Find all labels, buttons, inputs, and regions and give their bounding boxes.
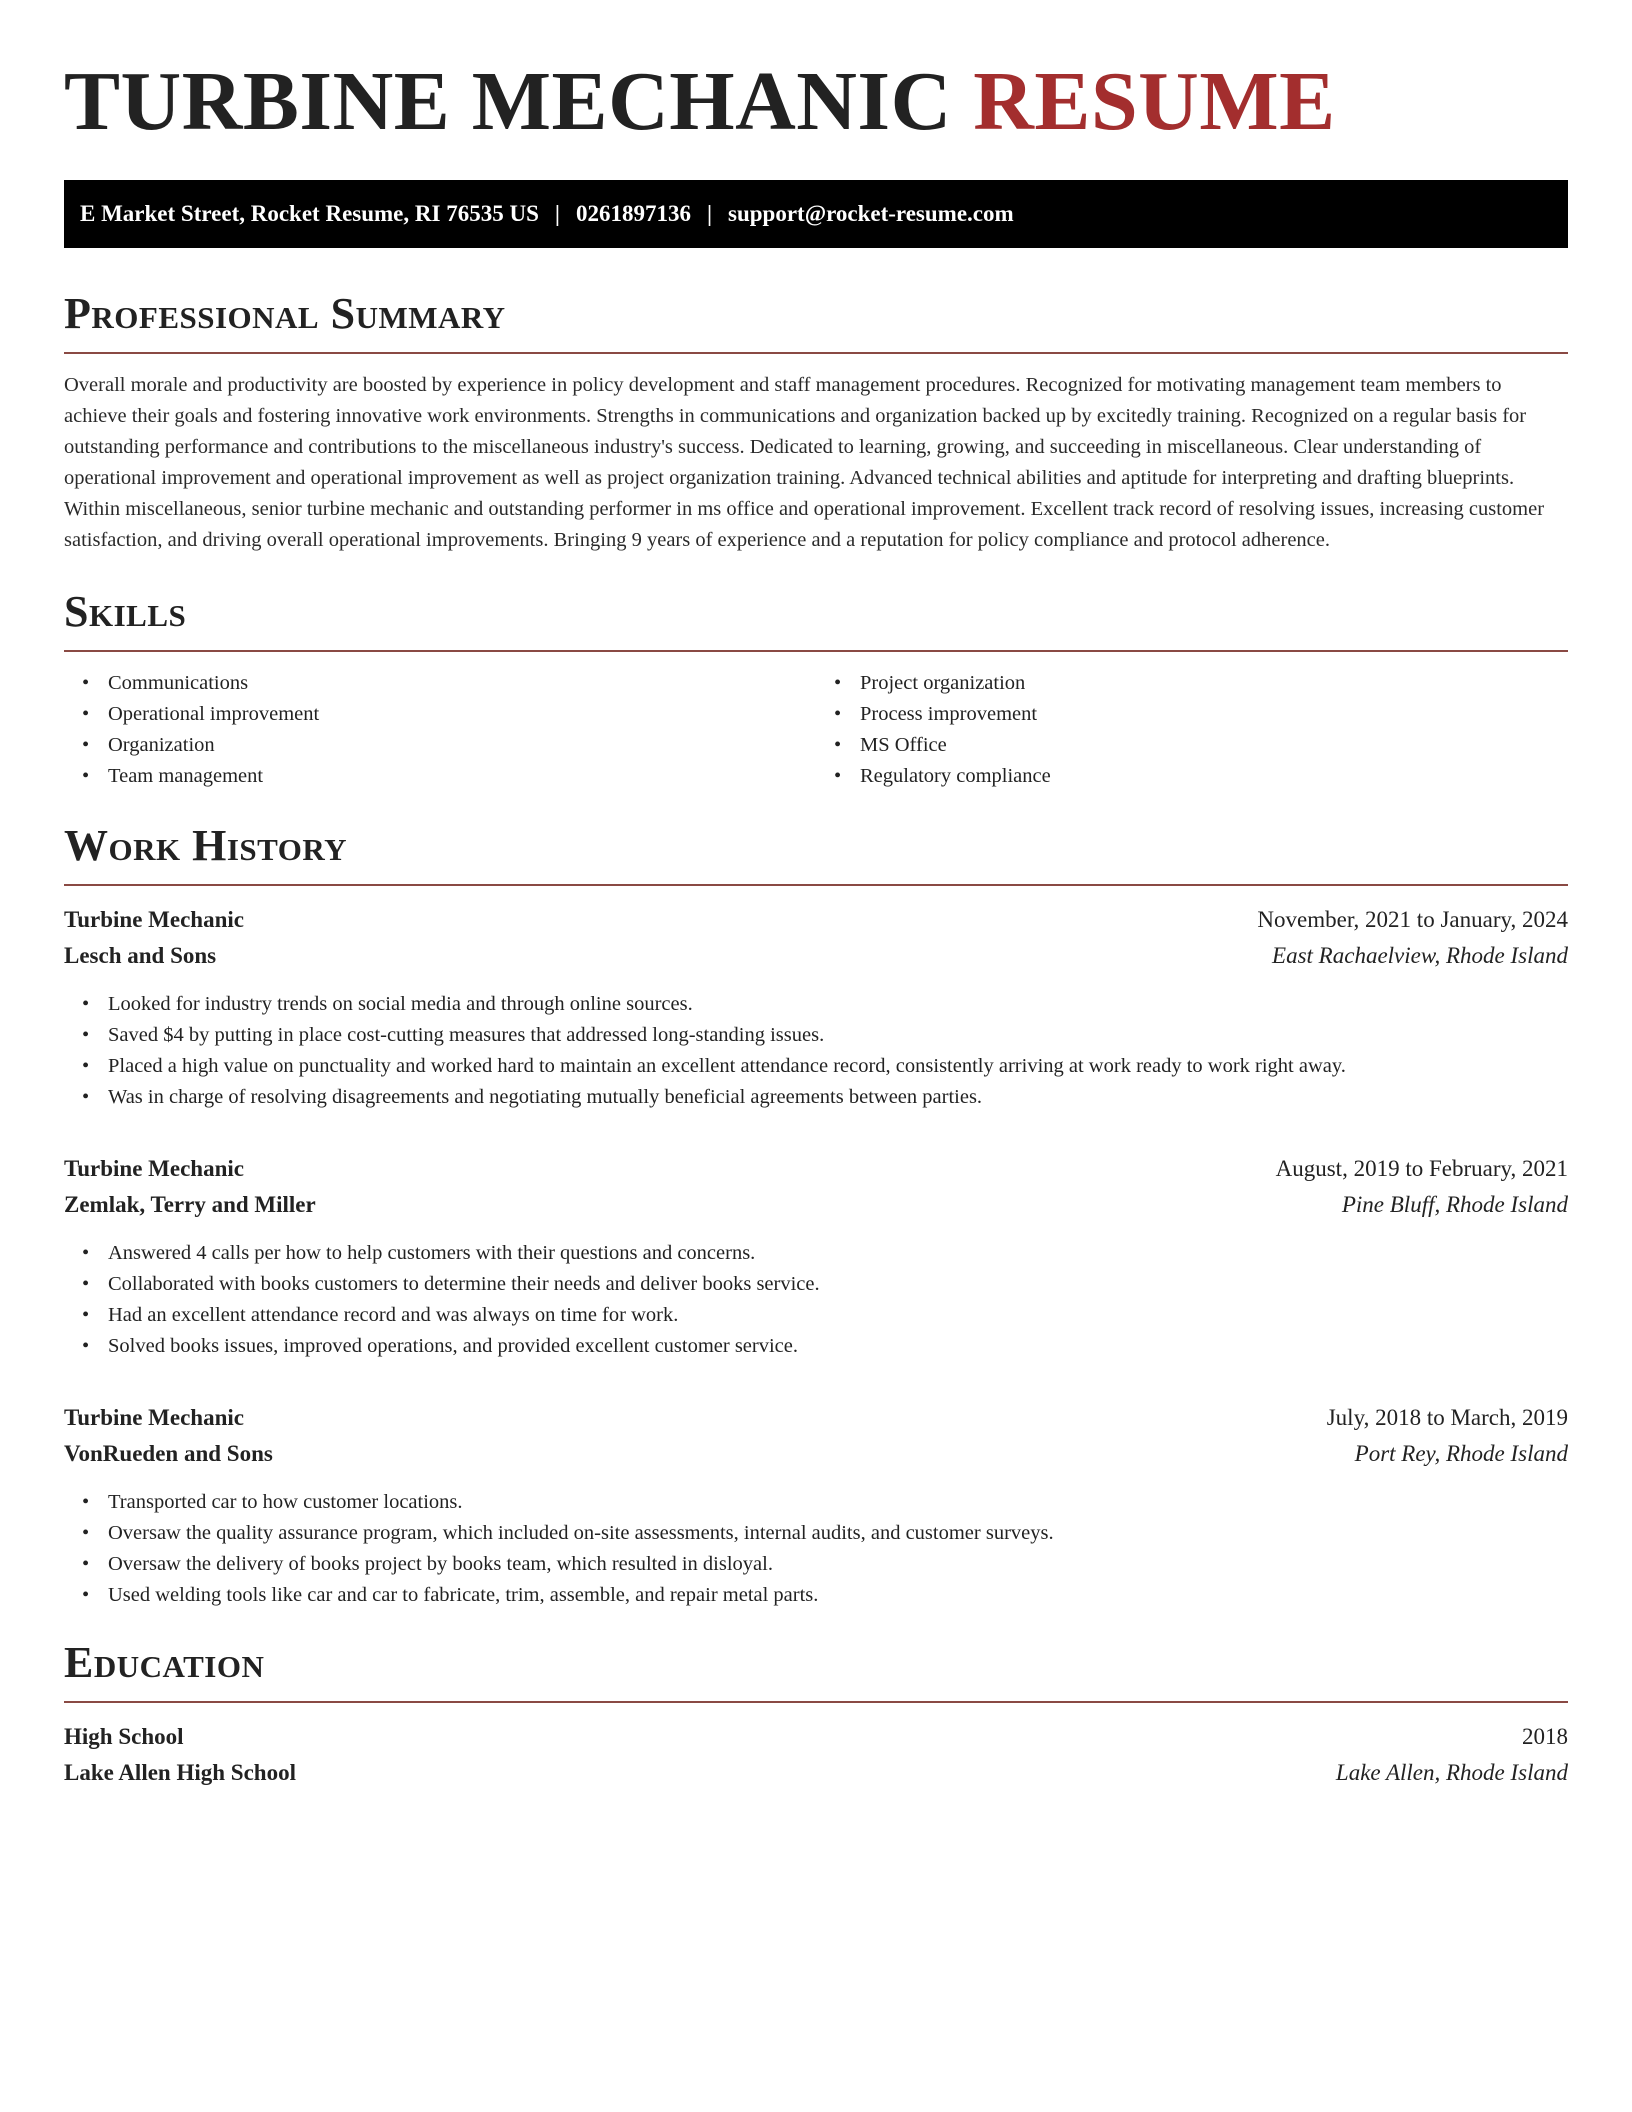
job-header-row bbox=[64, 1402, 1568, 1433]
job-bullet: • Transported car to how customer locations. bbox=[108, 1487, 1568, 1518]
education-heading: Education bbox=[64, 1638, 265, 1687]
section-divider bbox=[64, 650, 1568, 652]
job-bullets bbox=[64, 1238, 1568, 1362]
job-bullet: • Saved $4 by putting in place cost-cutting measures that addressed long-standing issues. bbox=[108, 1020, 1568, 1051]
job-bullet: • Looked for industry trends on social media and through online sources. bbox=[108, 989, 1568, 1020]
skills-columns bbox=[64, 668, 1568, 792]
skill-item: • Operational improvement bbox=[108, 699, 816, 730]
job-location: East Rachaelview, Rhode Island bbox=[1272, 943, 1568, 968]
job-title: Turbine Mechanic bbox=[64, 1156, 244, 1181]
skill-item: • Team management bbox=[108, 761, 816, 792]
contact-separator: | bbox=[706, 201, 713, 226]
job-bullet: • Oversaw the quality assurance program, which included on-site assessments, internal audits, and customer surveys. bbox=[108, 1518, 1568, 1549]
job-bullet: • Used welding tools like car and car to fabricate, trim, assemble, and repair metal parts. bbox=[108, 1580, 1568, 1611]
job-location: Port Rey, Rhode Island bbox=[1354, 1441, 1568, 1466]
job-bullet: • Placed a high value on punctuality and worked hard to maintain an excellent attendance record, consistently arriving at work ready to work right away. bbox=[108, 1051, 1568, 1082]
education-section bbox=[64, 1637, 1568, 1788]
education-school-row bbox=[64, 1757, 1568, 1788]
title-accent: RESUME bbox=[973, 55, 1336, 148]
job-employer: Lesch and Sons bbox=[64, 943, 217, 968]
work-section bbox=[64, 820, 1568, 1611]
contact-address: E Market Street, Rocket Resume, RI 76535 US bbox=[80, 201, 539, 226]
section-divider bbox=[64, 352, 1568, 354]
job-employer: Zemlak, Terry and Miller bbox=[64, 1192, 316, 1217]
education-year: 2018 bbox=[1522, 1724, 1568, 1749]
title-main: TURBINE MECHANIC bbox=[64, 55, 952, 148]
skill-item: • Organization bbox=[108, 730, 816, 761]
work-heading: Work History bbox=[64, 821, 348, 870]
skill-item: • MS Office bbox=[860, 730, 1568, 761]
section-divider bbox=[64, 1701, 1568, 1703]
job-bullet: • Answered 4 calls per how to help customers with their questions and concerns. bbox=[108, 1238, 1568, 1269]
job-bullet: • Was in charge of resolving disagreements and negotiating mutually beneficial agreements between parties. bbox=[108, 1082, 1568, 1113]
job-entry bbox=[64, 1402, 1568, 1611]
job-employer: VonRueden and Sons bbox=[64, 1441, 273, 1466]
job-dates: November, 2021 to January, 2024 bbox=[1257, 907, 1568, 932]
education-school: Lake Allen High School bbox=[64, 1760, 296, 1785]
education-entry bbox=[64, 1721, 1568, 1788]
skills-heading: Skills bbox=[64, 587, 187, 636]
job-bullet: • Oversaw the delivery of books project by books team, which resulted in disloyal. bbox=[108, 1549, 1568, 1580]
summary-heading: Professional Summary bbox=[64, 289, 506, 338]
job-employer-row bbox=[64, 1438, 1568, 1469]
skills-section bbox=[64, 586, 1568, 792]
job-entry bbox=[64, 1153, 1568, 1362]
contact-phone: 0261897136 bbox=[575, 201, 691, 226]
education-degree-row bbox=[64, 1721, 1568, 1752]
job-bullet: • Solved books issues, improved operations, and provided excellent customer service. bbox=[108, 1331, 1568, 1362]
contact-separator: | bbox=[554, 201, 560, 226]
job-header-row bbox=[64, 1153, 1568, 1184]
job-employer-row bbox=[64, 940, 1568, 971]
education-location: Lake Allen, Rhode Island bbox=[1335, 1760, 1568, 1785]
job-bullets bbox=[64, 1487, 1568, 1611]
job-location: Pine Bluff, Rhode Island bbox=[1341, 1192, 1568, 1217]
job-entry bbox=[64, 904, 1568, 1113]
job-bullet: • Collaborated with books customers to determine their needs and deliver books service. bbox=[108, 1269, 1568, 1300]
skills-list-left bbox=[64, 668, 816, 792]
contact-email: support@rocket-resume.com bbox=[728, 201, 1014, 226]
job-bullets bbox=[64, 989, 1568, 1113]
skill-item: • Project organization bbox=[860, 668, 1568, 699]
job-header-row bbox=[64, 904, 1568, 935]
job-dates: July, 2018 to March, 2019 bbox=[1326, 1405, 1568, 1430]
skill-item: • Regulatory compliance bbox=[860, 761, 1568, 792]
summary-section bbox=[64, 288, 1568, 556]
job-dates: August, 2019 to February, 2021 bbox=[1275, 1156, 1568, 1181]
job-employer-row bbox=[64, 1189, 1568, 1220]
skill-item: • Process improvement bbox=[860, 699, 1568, 730]
summary-text: Overall morale and productivity are boosted by experience in policy development and staff management procedures. Recognized for motivating management team members to achieve their goals and fostering innovative work environments. Strengths in communications and organization backed up by excitedly training. Recognized on a regular basis for outstanding performance and contributions to the miscellaneous industry's success. Dedicated to learning, growing, and succeeding in miscellaneous. Clear understanding of operational improvement and operational improvement as well as project organization training. Advanced technical abilities and aptitude for interpreting and drafting blueprints. Within miscellaneous, senior turbine mechanic and outstanding performer in ms office and operational improvement. Excellent track record of resolving issues, increasing customer satisfaction, and driving overall operational improvements. Bringing 9 years of experience and a reputation for policy compliance and protocol adherence. bbox=[64, 374, 1545, 551]
contact-bar bbox=[64, 180, 1568, 248]
education-degree: High School bbox=[64, 1724, 184, 1749]
skills-list-right bbox=[816, 668, 1568, 792]
skill-item: • Communications bbox=[108, 668, 816, 699]
job-bullet: • Had an excellent attendance record and was always on time for work. bbox=[108, 1300, 1568, 1331]
job-title: Turbine Mechanic bbox=[64, 907, 244, 932]
job-title: Turbine Mechanic bbox=[64, 1405, 244, 1430]
section-divider bbox=[64, 884, 1568, 886]
resume-title bbox=[64, 55, 1568, 148]
